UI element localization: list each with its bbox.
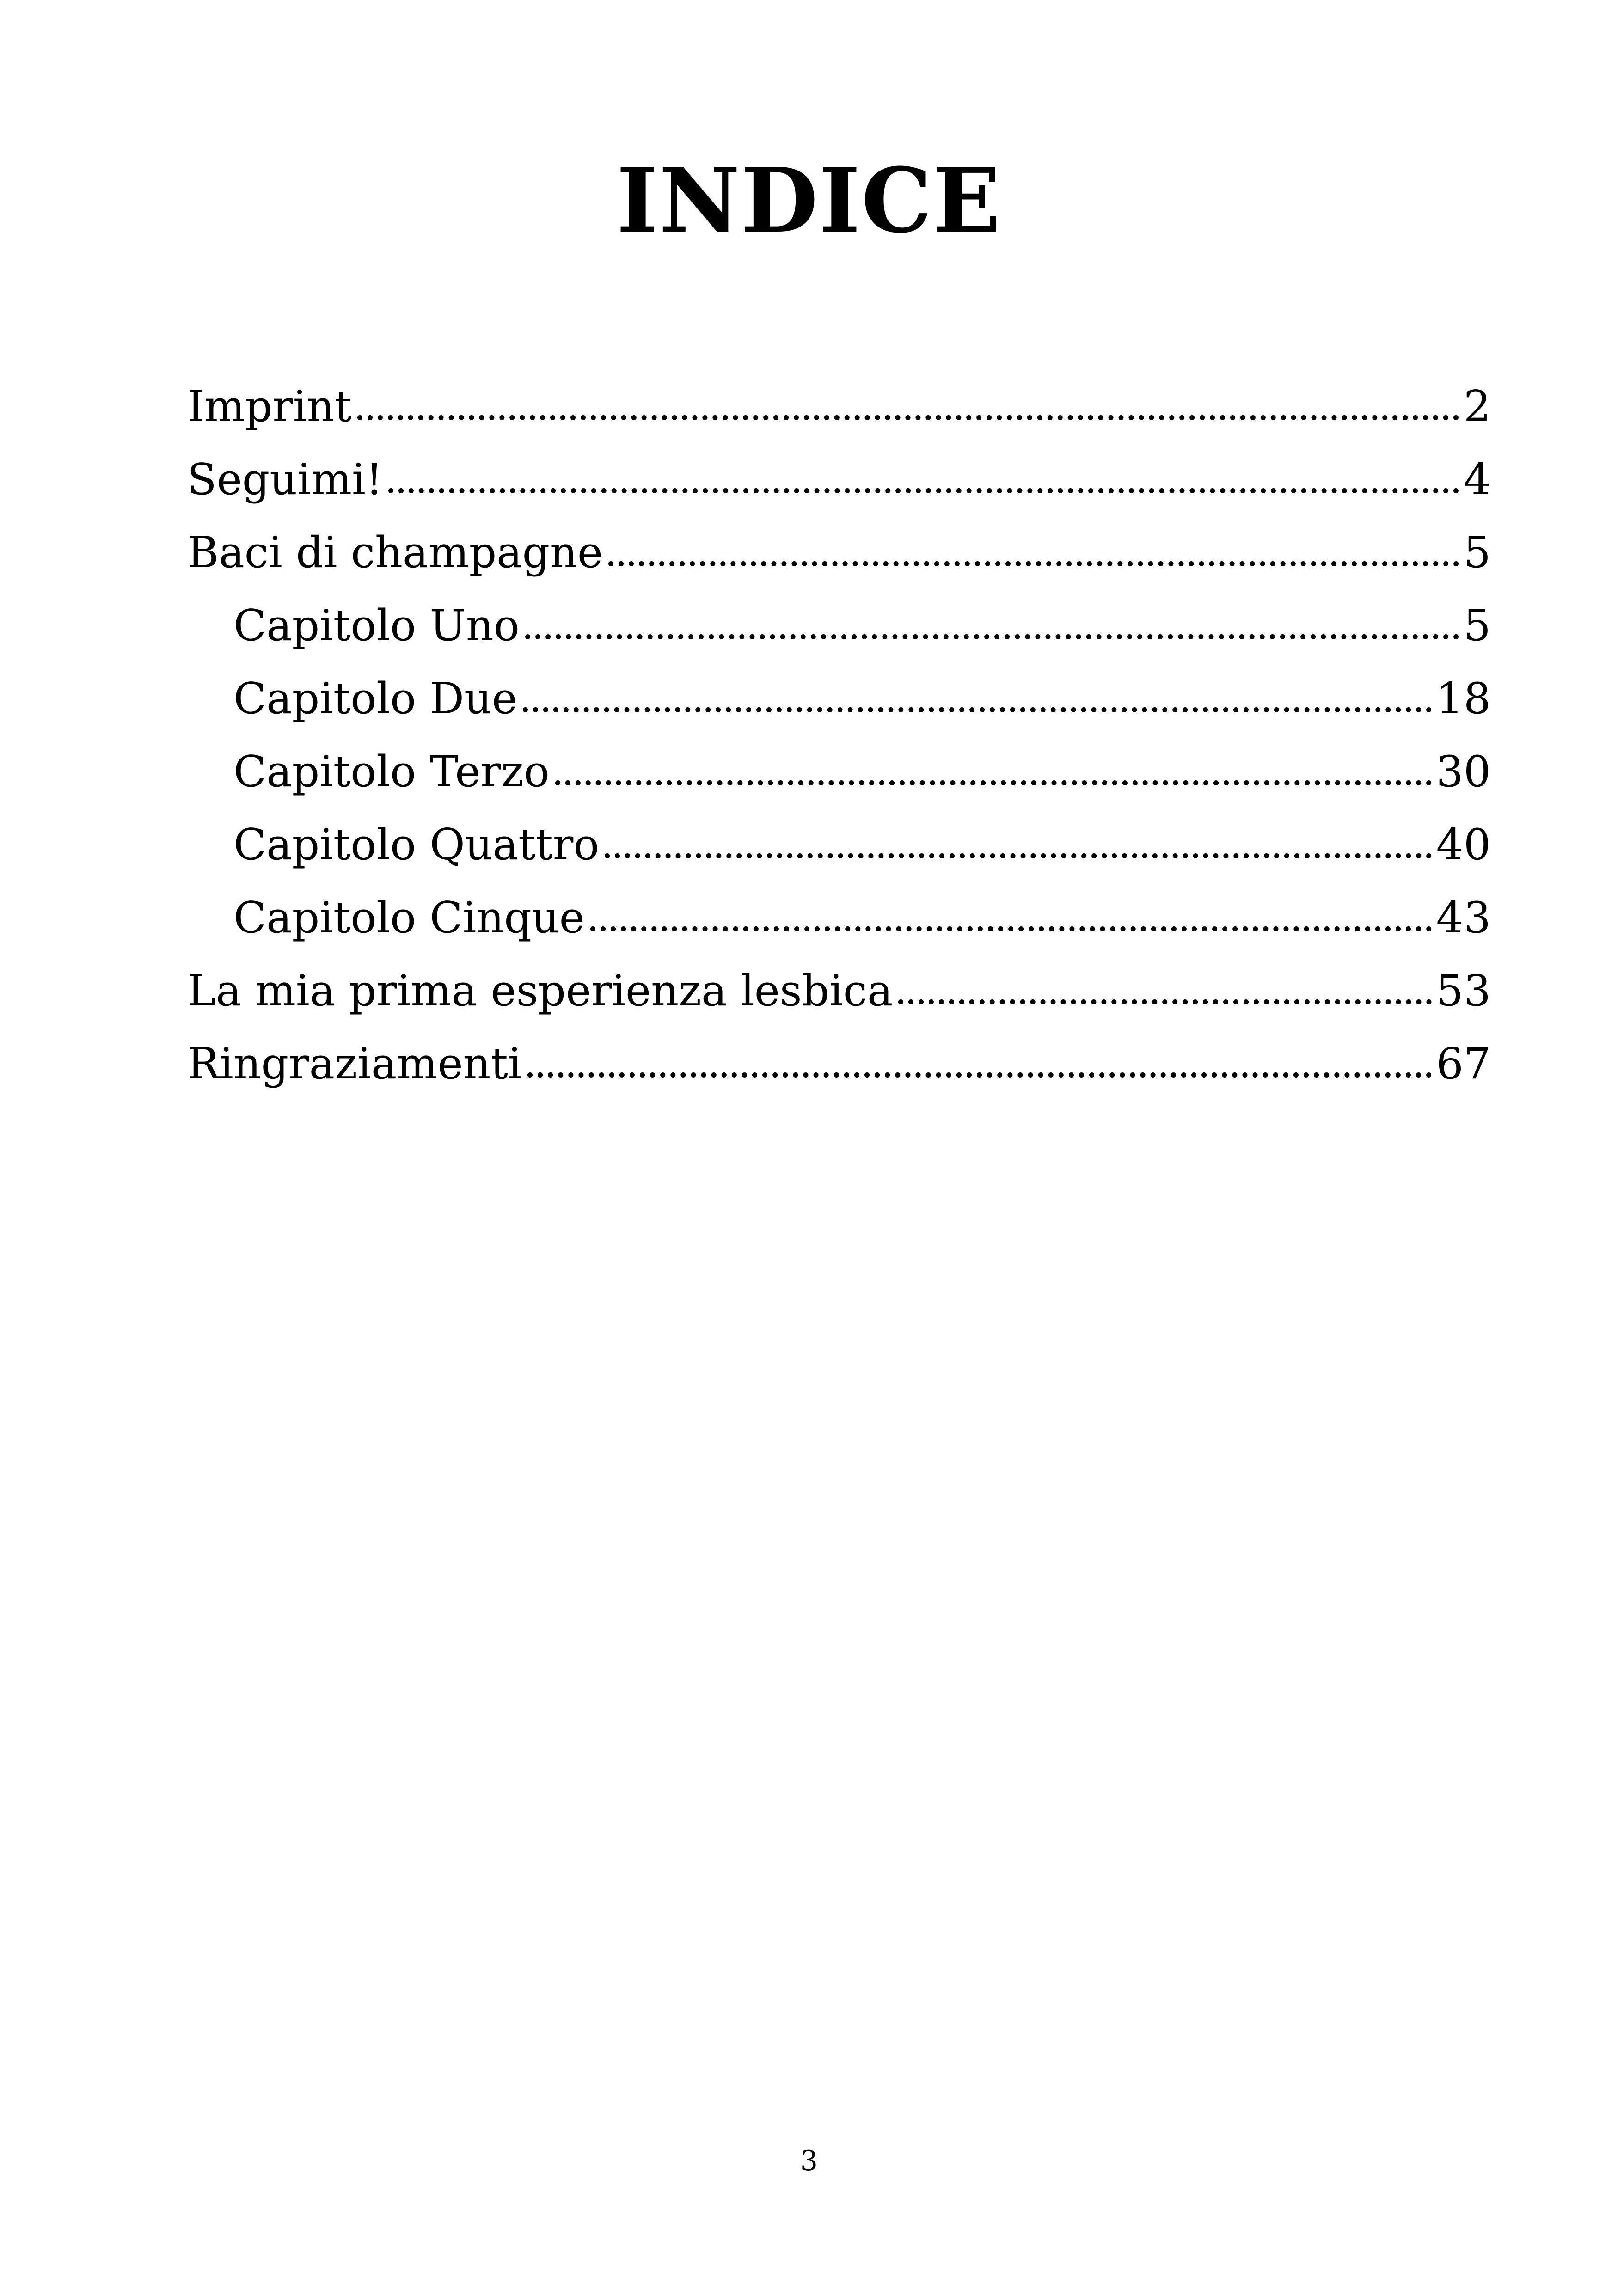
dot-leader [608,561,1459,566]
toc-entry-capitolo-quattro [187,808,1491,881]
toc-entry-page: 18 [1436,673,1491,723]
toc-entry-capitolo-uno [187,589,1491,662]
toc-entry-label: La mia prima esperienza lesbica [187,966,893,1016]
toc-entry-label: Capitolo Uno [233,600,520,650]
toc-entry-seguimi [187,443,1491,516]
toc-entry-capitolo-terzo [187,735,1491,808]
dot-leader [898,999,1431,1004]
dot-leader [523,707,1432,712]
toc-entry-label: Capitolo Quattro [233,820,600,869]
page-number: 3 [800,2145,818,2177]
toc-entry-label: Baci di champagne [187,527,603,577]
toc-entry-page: 30 [1436,747,1491,796]
toc-entry-capitolo-cinque [187,881,1491,954]
toc-entry-la-mia-prima-esperienza [187,954,1491,1027]
dot-leader [388,488,1459,493]
toc-entry-ringraziamenti [187,1027,1491,1100]
toc-entry-imprint [187,370,1491,443]
toc-entry-label: Capitolo Terzo [233,747,550,796]
toc-entry-label: Capitolo Cinque [233,893,585,943]
toc-entry-page: 2 [1463,381,1491,431]
toc-entry-page: 67 [1436,1039,1491,1089]
toc-entry-capitolo-due [187,662,1491,735]
toc-entry-page: 53 [1436,966,1491,1016]
toc-entry-label: Ringraziamenti [187,1039,522,1089]
dot-leader [590,926,1432,931]
table-of-contents [187,370,1491,1100]
toc-entry-label: Capitolo Due [233,673,518,723]
toc-entry-baci-di-champagne [187,516,1491,589]
toc-entry-page: 4 [1463,454,1491,504]
toc-entry-page: 5 [1463,527,1491,577]
toc-entry-label: Imprint [187,381,352,431]
dot-leader [525,634,1459,639]
toc-entry-page: 40 [1436,820,1491,869]
dot-leader [605,853,1431,858]
dot-leader [527,1072,1432,1078]
dot-leader [357,415,1459,420]
dot-leader [555,780,1432,785]
toc-entry-label: Seguimi! [187,454,383,504]
page-title: INDICE [616,149,1002,253]
toc-entry-page: 5 [1463,600,1491,650]
toc-entry-page: 43 [1436,893,1491,943]
